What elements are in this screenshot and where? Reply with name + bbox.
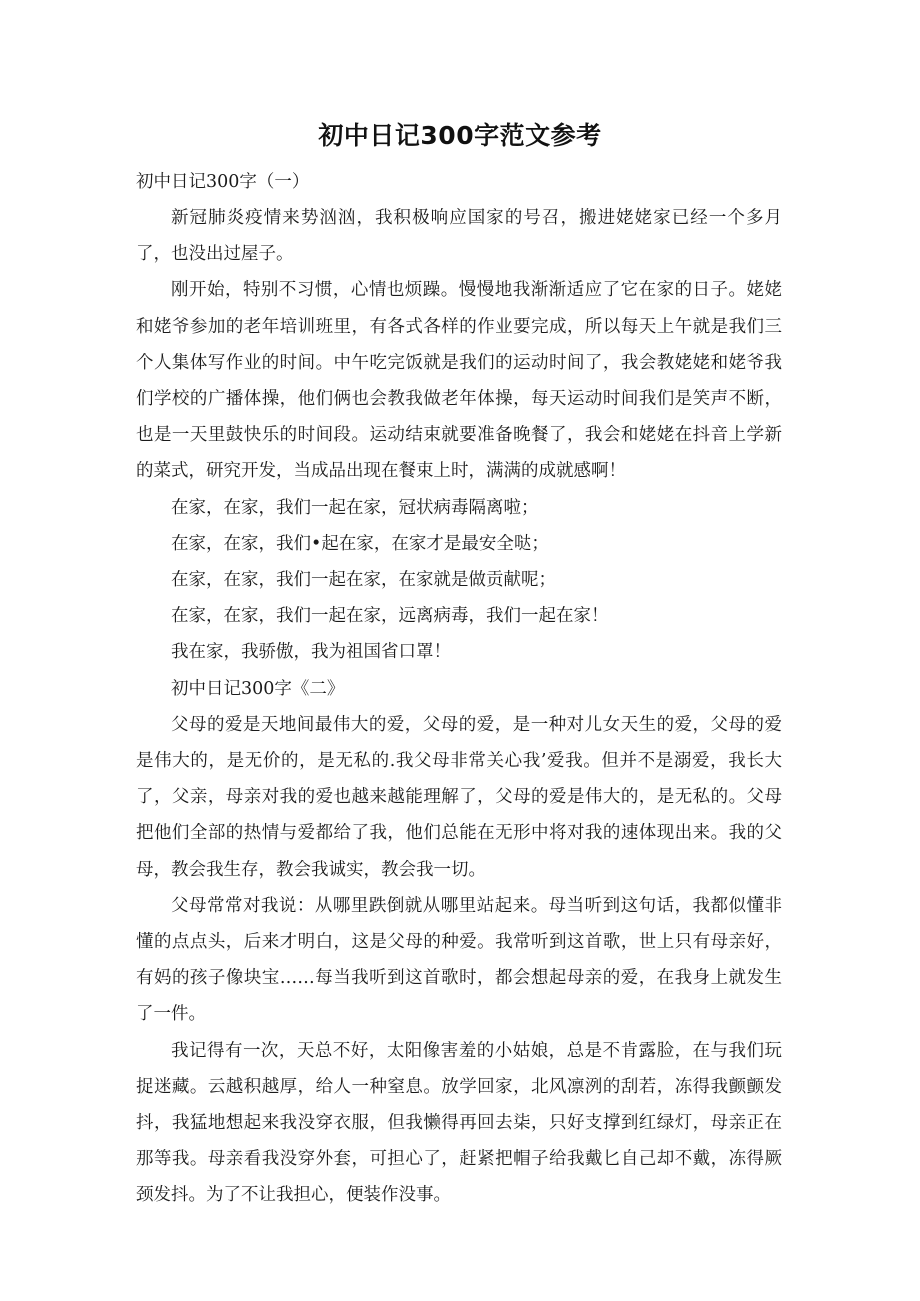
document-body (136, 164, 782, 1214)
section-heading-1: 初中日记300字（一） (136, 172, 310, 192)
verse-line: 在家，在家，我们•起在家，在家才是最安全哒； (171, 533, 549, 554)
verse-line: 在家，在家，我们一起在家，在家就是做贡献呢； (171, 570, 556, 590)
paragraph: 父母常常对我说：从哪里跌倒就从哪里站起来。母当听到这句话，我都似懂非懂的点点头，后来才明白，这是父母的种爱。我常听到这首歌，世上只有母亲好，有妈的孩子像块宝……每当我听到这首歌时，都会想起母亲的爱，在我身上就发生了一件。 (136, 895, 782, 1025)
paragraph: 父母的爱是天地间最伟大的爱，父母的爱，是一种对儿女天生的爱，父母的爱是伟大的，是无价的，是无私的.我父母非常关心我’爱我。但并不是溺爱，我长大了，父亲，母亲对我的爱也越来越能理解了，父母的爱是伟大的，是无私的。父母把他们全部的热情与爱都给了我，他们总能在无形中将对我的速体现出来。我的父母，教会我生存，教会我诚实，教会我一切。 (136, 714, 782, 880)
document-title: 初中日记300字范文参考 (318, 121, 602, 150)
paragraph: 刚开始，特别不习惯，心情也烦躁。慢慢地我渐渐适应了它在家的日子。姥姥和姥爷参加的老年培训班里，有各式各样的作业要完成，所以每天上午就是我们三个人集体写作业的时间。中午吃完饭就是我们的运动时间了，我会教姥姥和姥爷我们学校的广播体操，他们俩也会教我做老年体操，每天运动时间我们是笑声不断，也是一天里鼓快乐的时间段。运动结束就要准备晚餐了，我会和姥姥在抖音上学新的菜式，研究开发，当成品出现在餐束上时，满满的成就感啊！ (136, 280, 782, 482)
section-heading-2: 初中日记300字《二》 (171, 678, 345, 699)
verse-line: 在家，在家，我们一起在家，冠状病毒隔离啦； (171, 497, 539, 518)
verse-line: 在家，在家，我们一起在家，远离病毒，我们一起在家！ (171, 606, 609, 627)
paragraph: 新冠肺炎疫情来势汹汹，我积极响应国家的号召，搬进姥姥家已经一个多月了，也没出过屋子。 (136, 208, 782, 265)
verse-line: 我在家，我骄傲，我为祖国省口罩！ (171, 642, 451, 663)
paragraph: 我记得有一次，天总不好，太阳像害羞的小姑娘，总是不肯露脸，在与我们玩捉迷藏。云越积越厚，给人一种窒息。放学回家，北风凛洌的刮若，冻得我颤颤发抖，我猛地想起来我没穿衣服，但我懒得再回去柒，只好支撑到红绿灯，母亲正在那等我。母亲看我没穿外套，可担心了，赶紧把帽子给我戴匕自己却不戴，冻得厥颈发抖。为了不让我担心，便装作没事。 (136, 1040, 782, 1206)
